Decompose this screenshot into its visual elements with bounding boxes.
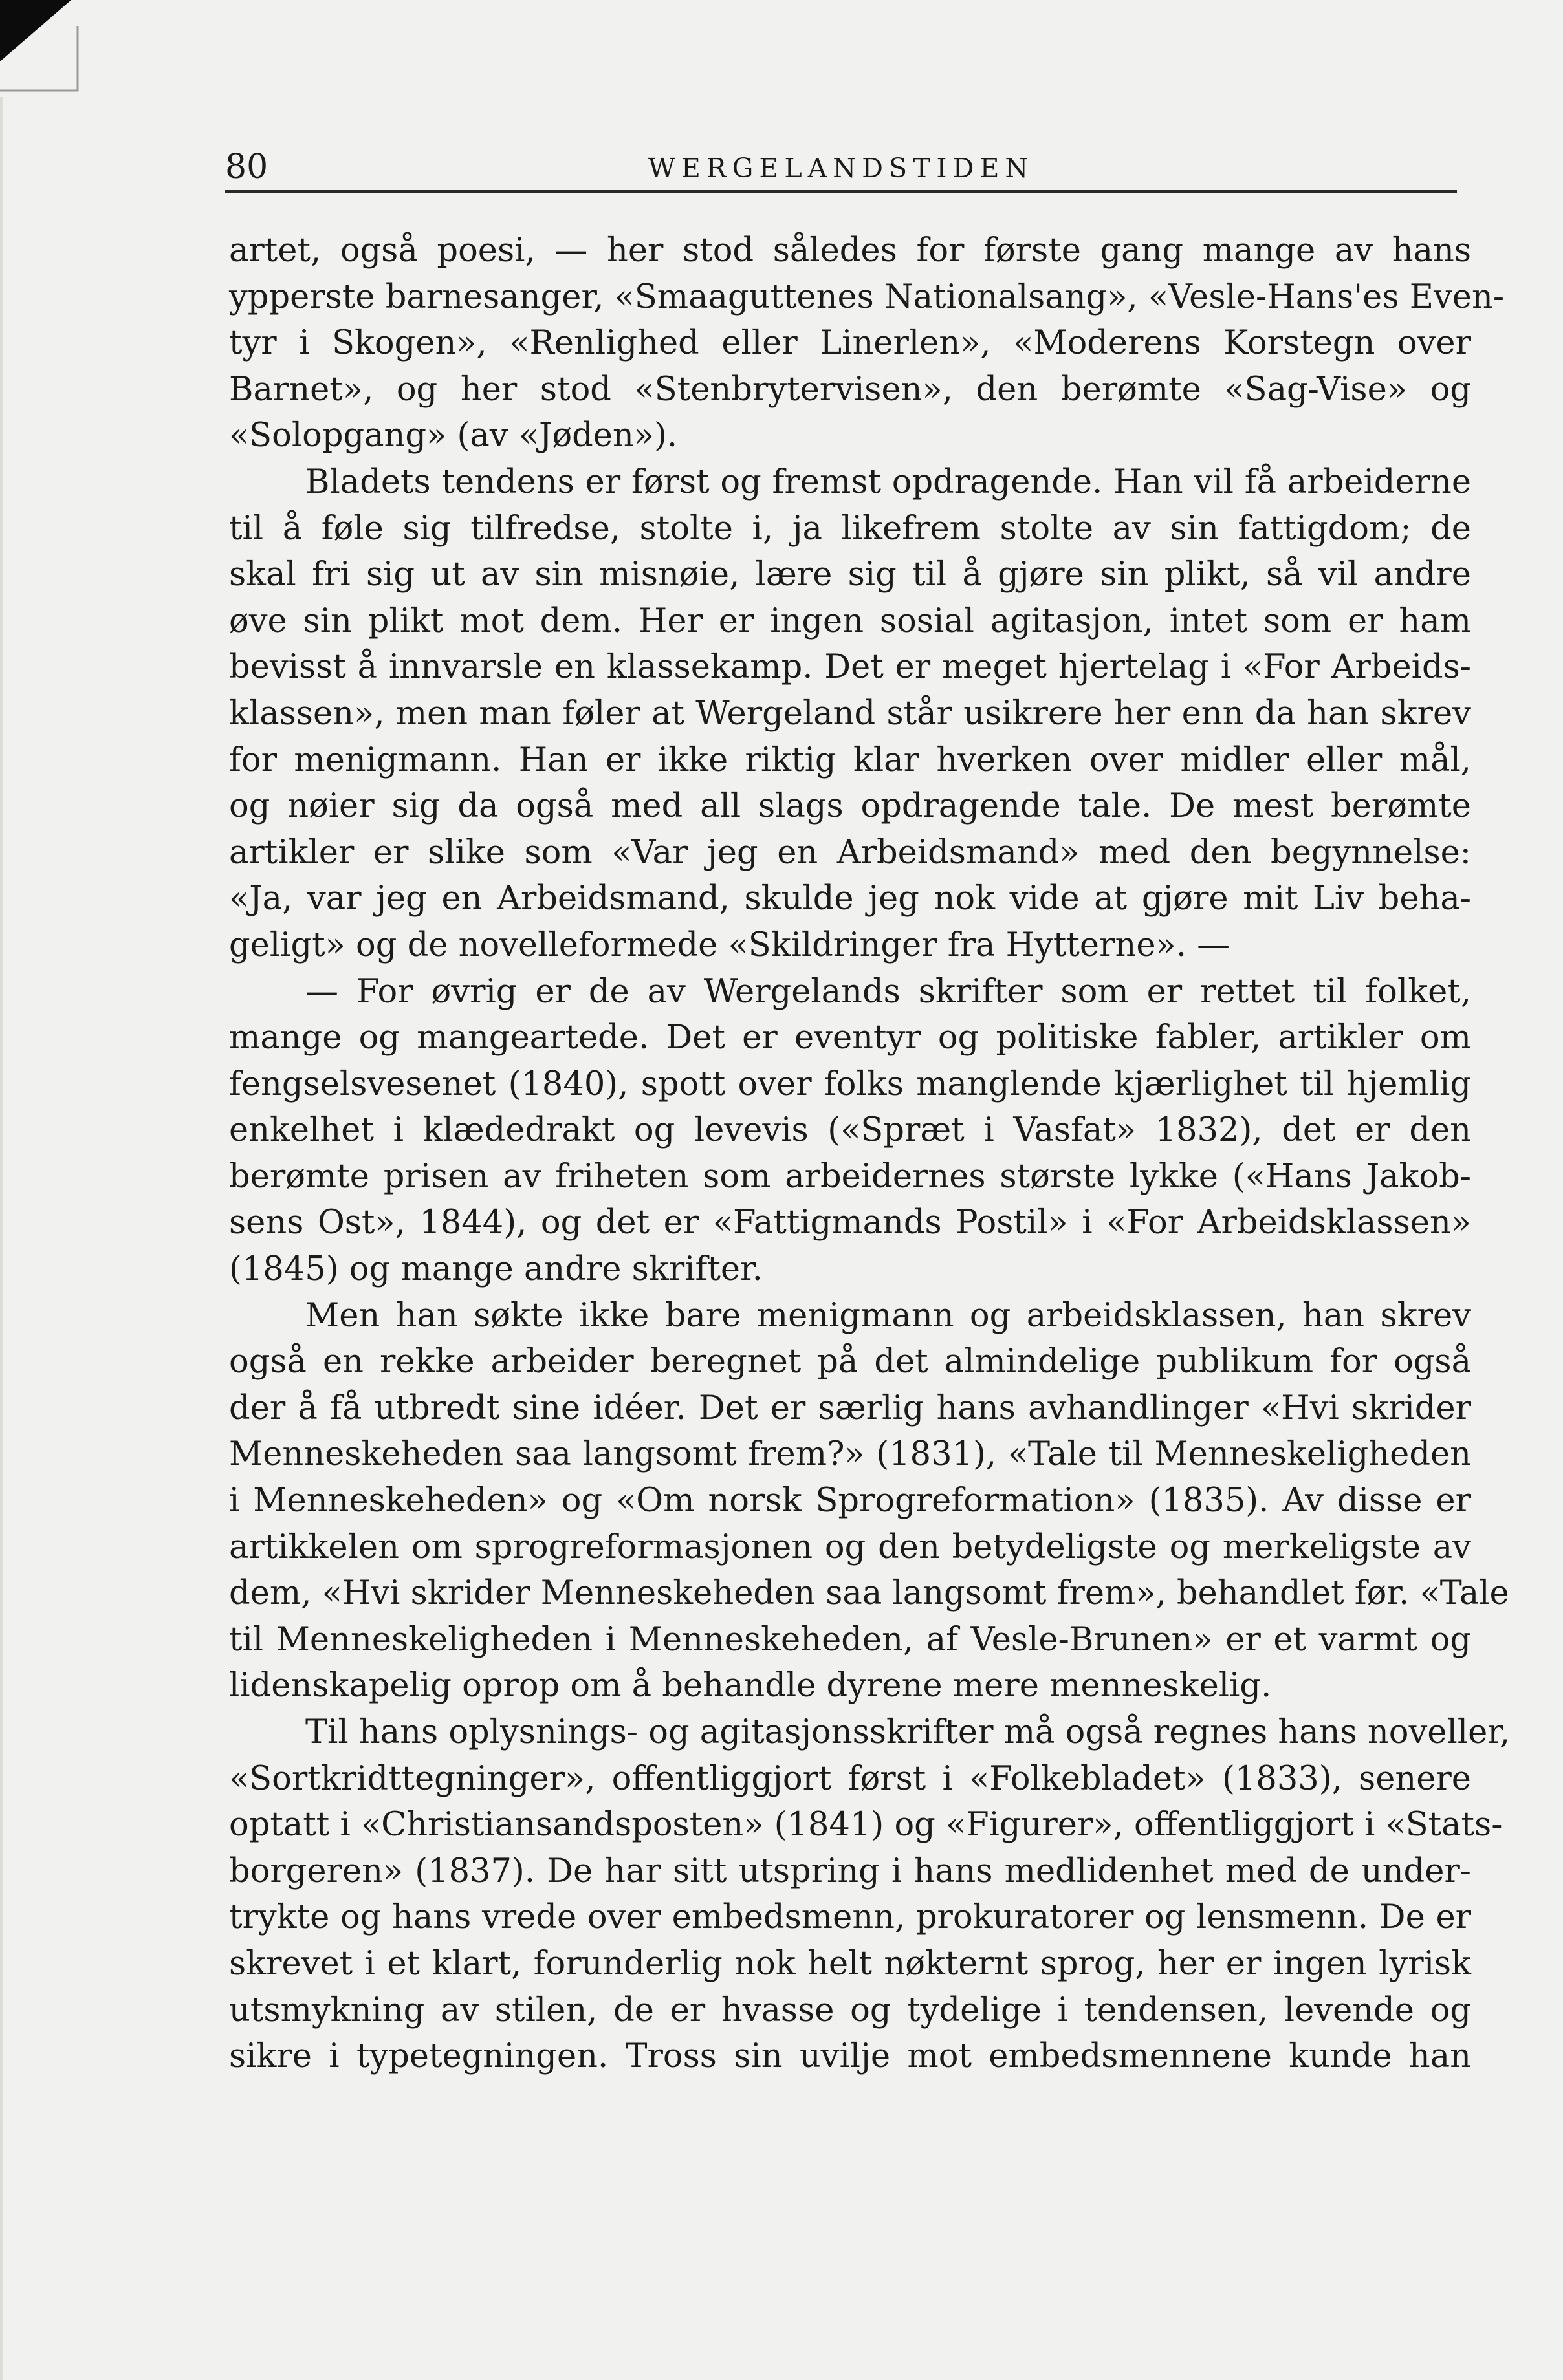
- text-line: «Ja, var jeg en Arbeidsmand, skulde jeg nok vide at gjøre mit Liv beha-: [229, 880, 1471, 918]
- running-title: WERGELANDSTIDEN: [648, 153, 1034, 184]
- text-line: skrevet i et klart, forunderlig nok helt nøkternt sprog, her er ingen lyrisk: [229, 1944, 1471, 1983]
- body-text: [229, 228, 1511, 2080]
- text-line: fengselsvesenet (1840), spott over folks manglende kjærlighet til hjemlig: [229, 1065, 1471, 1103]
- text-line: Barnet», og her stod «Stenbrytervisen», den berømte «Sag-Vise» og: [229, 370, 1471, 409]
- text-line: skal fri sig ut av sin misnøie, lære sig til å gjøre sin plikt, så vil andre: [229, 556, 1471, 594]
- text-line: også en rekke arbeider beregnet på det almindelige publikum for også: [229, 1343, 1471, 1381]
- page-number: 80: [225, 147, 268, 186]
- text-line: for menigmann. Han er ikke riktig klar hverken over midler eller mål,: [229, 741, 1471, 779]
- text-line: sens Ost», 1844), og det er «Fattigmands Postil» i «For Arbeidsklassen»: [229, 1204, 1471, 1242]
- page-edge: [0, 97, 3, 2380]
- paragraph: [229, 1709, 1511, 2080]
- text-line: tyr i Skogen», «Renlighed eller Linerlen», «Moderens Korstegn over: [229, 324, 1471, 363]
- text-line: til å føle sig tilfredse, stolte i, ja likefrem stolte av sin fattigdom; de: [229, 509, 1471, 548]
- text-line: og nøier sig da også med all slags opdragende tale. De mest berømte: [229, 787, 1471, 826]
- text-line: Bladets tendens er først og fremst opdragende. Han vil få arbeiderne: [305, 462, 1471, 501]
- text-line: artikkelen om sprogreformasjonen og den betydeligste og merkeligste av: [229, 1528, 1471, 1566]
- text-line: «Sortkridttegninger», offentliggjort først i «Folkebladet» (1833), senere: [229, 1759, 1471, 1798]
- scan-corner-shadow: [0, 0, 84, 97]
- text-line: til Menneskeligheden i Menneskeheden, af Vesle-Brunen» er et varmt og: [229, 1620, 1471, 1659]
- text-line: sikre i typetegningen. Tross sin uvilje mot embedsmennene kunde han: [229, 2037, 1471, 2076]
- text-line: geligt» og de novelleformede «Skildringer fra Hytterne». —: [229, 925, 1230, 964]
- text-line: artet, også poesi, — her stod således for første gang mange av hans: [229, 232, 1471, 270]
- text-line: øve sin plikt mot dem. Her er ingen sosial agitasjon, intet som er ham: [229, 601, 1471, 640]
- running-header: [225, 145, 1457, 193]
- text-line: berømte prisen av friheten som arbeidernes største lykke («Hans Jakob-: [229, 1157, 1471, 1196]
- paragraph: [229, 459, 1471, 969]
- paragraph: [229, 969, 1471, 1293]
- text-line: trykte og hans vrede over embedsmenn, prokuratorer og lensmenn. De er: [229, 1898, 1471, 1937]
- text-line: bevisst å innvarsle en klassekamp. Det er meget hjertelag i «For Arbeids-: [229, 648, 1471, 687]
- text-line: ypperste barnesanger, «Smaaguttenes Nationalsang», «Vesle-Hans'es Even-: [229, 277, 1505, 316]
- text-line: der å få utbredt sine idéer. Det er særlig hans avhandlinger «Hvi skrider: [229, 1389, 1471, 1427]
- text-line: (1845) og mange andre skrifter.: [229, 1250, 763, 1289]
- text-line: «Solopgang» (av «Jøden»).: [229, 416, 678, 455]
- text-line: utsmykning av stilen, de er hvasse og tydelige i tendensen, levende og: [229, 1991, 1471, 2029]
- paragraph: [229, 1293, 1509, 1709]
- text-line: lidenskapelig oprop om å behandle dyrene mere menneskelig.: [229, 1667, 1272, 1705]
- text-line: mange og mangeartede. Det er eventyr og politiske fabler, artikler om: [229, 1019, 1471, 1057]
- text-line: dem, «Hvi skrider Menneskeheden saa langsomt frem», behandlet før. «Tale: [229, 1574, 1509, 1613]
- text-line: Til hans oplysnings- og agitasjonsskrifter må også regnes hans noveller,: [305, 1713, 1511, 1751]
- text-line: artikler er slike som «Var jeg en Arbeidsmand» med den begynnelse:: [229, 833, 1471, 872]
- text-line: i Menneskeheden» og «Om norsk Sprogreformation» (1835). Av disse er: [229, 1482, 1471, 1520]
- text-line: enkelhet i klædedrakt og levevis («Spræt i Vasfat» 1832), det er den: [229, 1111, 1471, 1150]
- text-line: — For øvrig er de av Wergelands skrifter som er rettet til folket,: [305, 972, 1471, 1011]
- text-line: borgeren» (1837). De har sitt utspring i hans medlidenhet med de under-: [229, 1852, 1471, 1890]
- text-line: Men han søkte ikke bare menigmann og arbeidsklassen, han skrev: [305, 1296, 1471, 1335]
- paragraph: [229, 228, 1505, 459]
- text-line: klassen», men man føler at Wergeland står usikrere her enn da han skrev: [229, 694, 1471, 733]
- text-line: optatt i «Christiansandsposten» (1841) og «Figurer», offentliggjort i «Stats-: [229, 1806, 1503, 1844]
- text-line: Menneskeheden saa langsomt frem?» (1831), «Tale til Menneskeligheden: [229, 1435, 1471, 1474]
